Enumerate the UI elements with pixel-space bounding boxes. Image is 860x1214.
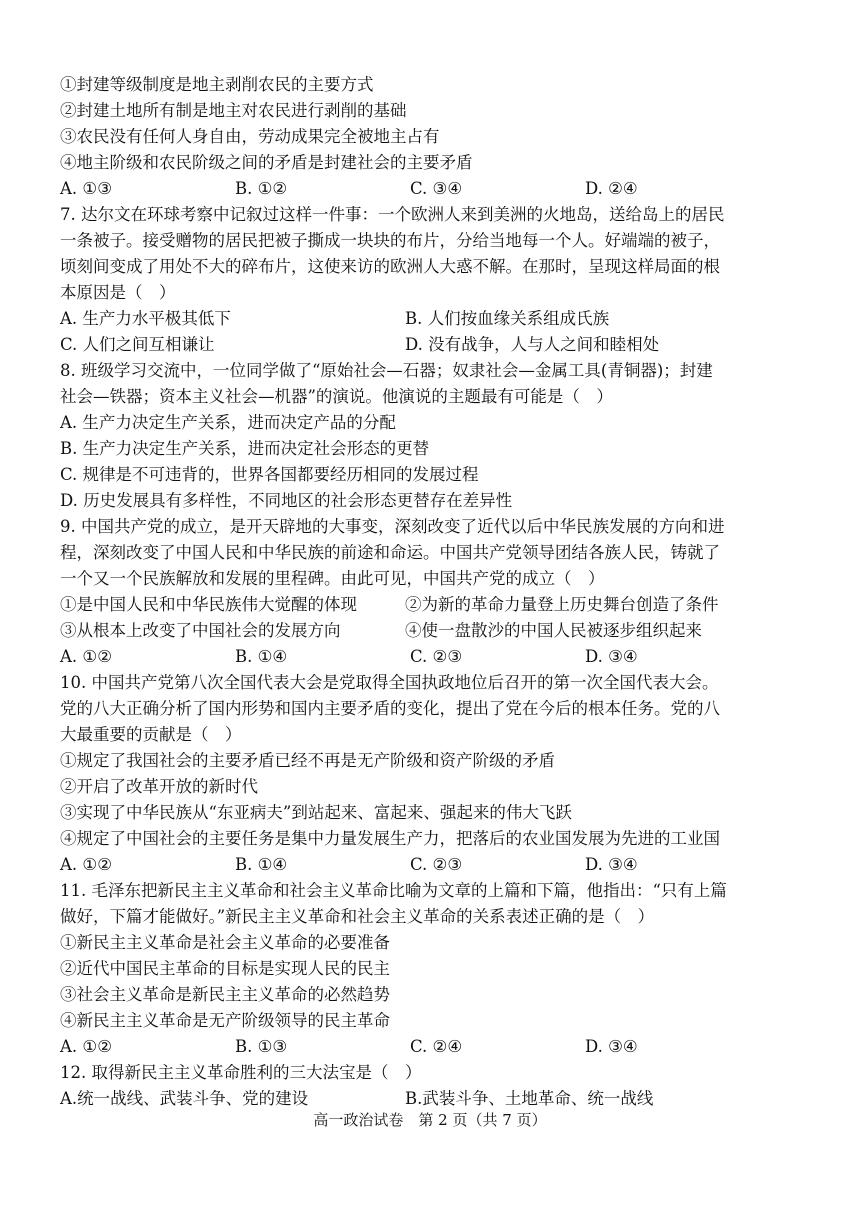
q8-stem-line: 8. 班级学习交流中，一位同学做了“原始社会—石器；奴隶社会—金属工具(青铜器)；封建 (60, 361, 713, 380)
option-c: C. ③④ (410, 179, 463, 198)
statement-item: ②近代中国民主革命的目标是实现人民的民主 (60, 959, 390, 978)
statement-item: ①新民主主义革命是社会主义革命的必要准备 (60, 933, 390, 952)
option-b: B. 生产力决定生产关系，进而决定社会形态的更替 (60, 439, 430, 458)
q7-stem-line: 本原因是（ ） (60, 283, 176, 302)
q7-stem-line: 顷刻间变成了用处不大的碎布片，这使来访的欧洲人大惑不解。在那时，呈现这样局面的根 (60, 257, 720, 276)
statement-item: ④使一盘散沙的中国人民被逐步组织起来 (405, 621, 702, 640)
statement-item: ④地主阶级和农民阶级之间的矛盾是封建社会的主要矛盾 (60, 153, 473, 172)
q10-stem-line: 党的八大正确分析了国内形势和国内主要矛盾的变化，提出了党在今后的根本任务。党的八 (60, 699, 720, 718)
q7-stem-line: 一条被子。接受赠物的居民把被子撕成一块块的布片，分给当地每一个人。好端端的被子， (60, 231, 720, 250)
q9-stem-line: 一个又一个民族解放和发展的里程碑。由此可见，中国共产党的成立（ ） (60, 569, 605, 588)
option-b: B.武装斗争、土地革命、统一战线 (405, 1089, 654, 1108)
statement-item: ④规定了中国社会的主要任务是集中力量发展生产力，把落后的农业国发展为先进的工业国 (60, 829, 720, 848)
option-b: B. ①④ (235, 855, 288, 874)
statement-item: ③实现了中华民族从“东亚病夫”到站起来、富起来、强起来的伟大飞跃 (60, 803, 572, 822)
q9-stem-line: 9. 中国共产党的成立，是开天辟地的大事变，深刻改变了近代以后中华民族发展的方向和进 (60, 517, 725, 536)
page-content (60, 72, 820, 1112)
statement-item: ①封建等级制度是地主剥削农民的主要方式 (60, 75, 374, 94)
option-d: D. 历史发展具有多样性，不同地区的社会形态更替存在差异性 (60, 491, 513, 510)
q11-stem-line: 做好，下篇才能做好。”新民主主义革命和社会主义革命的关系表述正确的是（ ） (60, 907, 655, 926)
statement-item: ②封建土地所有制是地主对农民进行剥削的基础 (60, 101, 407, 120)
statement-item: ③从根本上改变了中国社会的发展方向 (60, 621, 341, 640)
q10-options (60, 852, 820, 878)
q9-items-row (60, 618, 820, 644)
option-a: A. ①② (60, 647, 112, 666)
q9-options (60, 644, 820, 670)
q7-options-row (60, 332, 820, 358)
option-d: D. ③④ (585, 855, 638, 874)
option-d: D. ③④ (585, 1037, 638, 1056)
option-c: C. 人们之间互相谦让 (60, 335, 215, 354)
option-c: C. ②③ (410, 855, 463, 874)
option-b: B. ①② (235, 179, 288, 198)
statement-item: ④新民主主义革命是无产阶级领导的民主革命 (60, 1011, 390, 1030)
q7-options-row (60, 306, 820, 332)
option-a: A. 生产力决定生产关系，进而决定产品的分配 (60, 413, 396, 432)
option-a: A. ①③ (60, 179, 112, 198)
q6-options (60, 176, 820, 202)
q9-stem-line: 程，深刻改变了中国人民和中华民族的前途和命运。中国共产党领导团结各族人民，铸就了 (60, 543, 720, 562)
q9-items-row (60, 592, 820, 618)
statement-item: ①规定了我国社会的主要矛盾已经不再是无产阶级和资产阶级的矛盾 (60, 751, 555, 770)
option-d: D. ③④ (585, 647, 638, 666)
q11-options (60, 1034, 820, 1060)
option-a: A. 生产力水平极其低下 (60, 309, 231, 328)
statement-item: ②开启了改革开放的新时代 (60, 777, 258, 796)
option-c: C. 规律是不可违背的，世界各国都要经历相同的发展过程 (60, 465, 479, 484)
page-footer: 高一政治试卷 第 2 页（共 7 页） (313, 1111, 547, 1129)
option-a: A.统一战线、武装斗争、党的建设 (60, 1089, 309, 1108)
q12-stem-line: 12. 取得新民主主义革命胜利的三大法宝是（ ） (60, 1063, 422, 1082)
statement-item: ②为新的革命力量登上历史舞台创造了条件 (405, 595, 719, 614)
q10-stem-line: 大最重要的贡献是（ ） (60, 725, 242, 744)
statement-item: ③农民没有任何人身自由，劳动成果完全被地主占有 (60, 127, 440, 146)
q10-stem-line: 10. 中国共产党第八次全国代表大会是党取得全国执政地位后召开的第一次全国代表大会。 (60, 673, 719, 692)
option-b: B. ①③ (235, 1037, 288, 1056)
option-d: D. 没有战争，人与人之间和睦相处 (405, 335, 660, 354)
statement-item: ①是中国人民和中华民族伟大觉醒的体现 (60, 595, 357, 614)
option-c: C. ②③ (410, 647, 463, 666)
q11-stem-line: 11. 毛泽东把新民主主义革命和社会主义革命比喻为文章的上篇和下篇，他指出：“只有上篇 (60, 881, 727, 900)
option-b: B. ①④ (235, 647, 288, 666)
option-a: A. ①② (60, 1037, 112, 1056)
statement-item: ③社会主义革命是新民主主义革命的必然趋势 (60, 985, 390, 1004)
option-b: B. 人们按血缘关系组成氏族 (405, 309, 610, 328)
option-c: C. ②④ (410, 1037, 463, 1056)
option-a: A. ①② (60, 855, 112, 874)
q7-stem-line: 7. 达尔文在环球考察中记叙过这样一件事：一个欧洲人来到美洲的火地岛，送给岛上的居民 (60, 205, 725, 224)
q8-stem-line: 社会—铁器；资本主义社会—机器”的演说。他演说的主题最有可能是（ ） (60, 387, 613, 406)
option-d: D. ②④ (585, 179, 638, 198)
q12-options-row (60, 1086, 820, 1112)
